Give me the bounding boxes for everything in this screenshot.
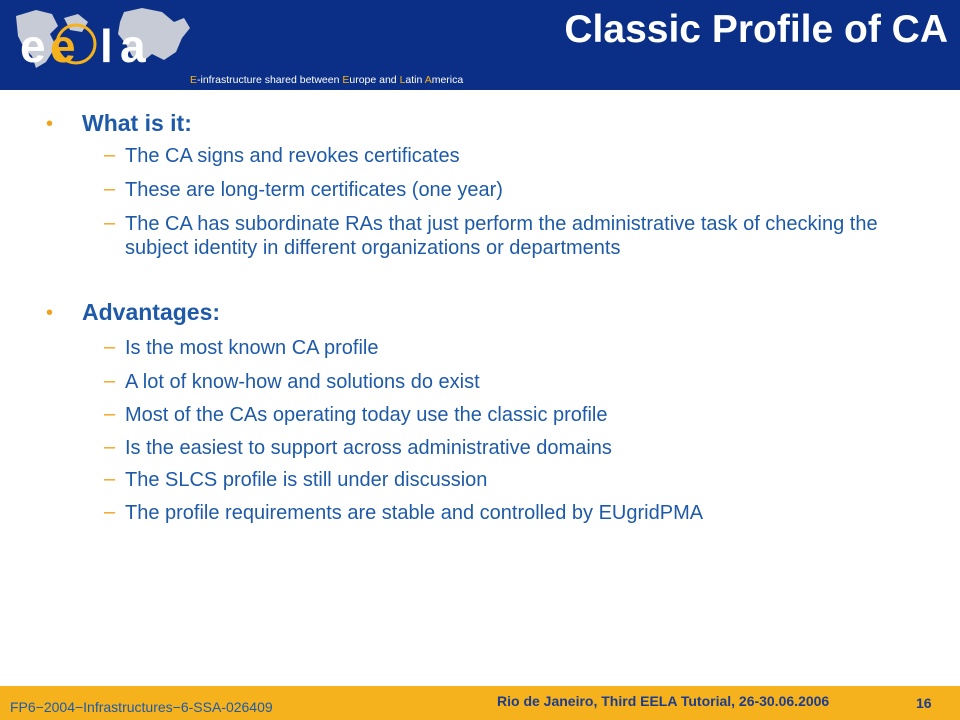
tagline-part: E	[342, 74, 350, 86]
bullet-icon: •	[46, 113, 54, 135]
eela-logo	[6, 4, 196, 76]
svg-text:e: e	[50, 20, 76, 72]
svg-text:l: l	[100, 20, 113, 72]
tagline-part: urope and	[349, 74, 400, 86]
slide-title: Classic Profile of CA	[564, 8, 948, 51]
list-item: The CA has subordinate RAs that just perform the administrative task of checking the subject identity in different organizations or departments	[125, 213, 878, 259]
bullet-icon: •	[46, 302, 54, 324]
list-item: Is the most known CA profile	[125, 337, 379, 359]
dash-icon: –	[104, 436, 116, 458]
dash-icon: –	[104, 178, 116, 200]
list-item: A lot of know-how and solutions do exist	[125, 371, 480, 393]
slide-footer	[0, 686, 960, 720]
dash-icon: –	[104, 370, 116, 392]
slide-header	[0, 0, 960, 90]
header-tagline	[190, 74, 463, 86]
tagline-part: L	[399, 74, 406, 86]
svg-text:a: a	[120, 20, 146, 72]
tagline-part: A	[424, 74, 432, 86]
list-item: The CA signs and revokes certificates	[125, 145, 460, 167]
contract-number: FP6−2004−Infrastructures−6-SSA-026409	[10, 699, 273, 715]
list-item: The profile requirements are stable and controlled by EUgridPMA	[125, 502, 704, 524]
page-number: 16	[916, 695, 932, 711]
tagline-part: -infrastructure shared between	[197, 74, 343, 86]
event-info: Rio de Janeiro, Third EELA Tutorial, 26-30.06.2006	[497, 693, 830, 709]
tagline-part: atin	[405, 74, 425, 86]
dash-icon: –	[104, 403, 116, 425]
dash-icon: –	[104, 336, 116, 358]
dash-icon: –	[104, 468, 116, 490]
dash-icon: –	[104, 501, 116, 523]
list-item: These are long-term certificates (one year)	[125, 179, 503, 201]
svg-text:e: e	[20, 20, 46, 72]
tagline-part: E	[190, 74, 198, 86]
dash-icon: –	[104, 144, 116, 166]
list-item: The SLCS profile is still under discussion	[125, 469, 488, 491]
tagline-part: merica	[431, 74, 464, 86]
list-item: Most of the CAs operating today use the classic profile	[125, 404, 608, 426]
dash-icon: –	[104, 212, 116, 234]
section-heading: What is it:	[82, 110, 192, 136]
list-item: Is the easiest to support across administrative domains	[125, 437, 612, 459]
section-heading: Advantages:	[82, 299, 221, 325]
